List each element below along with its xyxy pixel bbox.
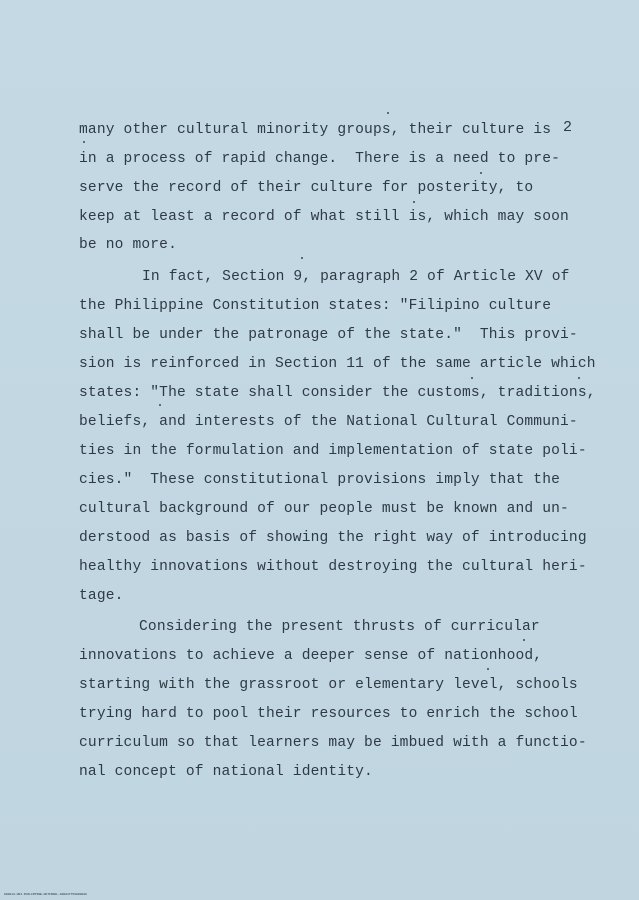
text-line: keep at least a record of what still is, which may soon	[79, 209, 569, 225]
text-line: sion is reinforced in Section 11 of the same article which	[79, 356, 596, 372]
text-line: derstood as basis of showing the right way of introducing	[79, 530, 587, 546]
text-line: beliefs, and interests of the National Cultural Communi-	[79, 414, 578, 430]
text-line: many other cultural minority groups, their culture is	[79, 122, 552, 138]
text-line: ties in the formulation and implementation of state poli-	[79, 443, 587, 459]
text-line: curriculum so that learners may be imbued with a functio-	[79, 735, 587, 751]
ink-speck	[471, 377, 473, 379]
ink-speck	[387, 112, 389, 114]
text-line: cies." These constitutional provisions imply that the	[79, 472, 561, 488]
text-line: be no more.	[79, 237, 177, 253]
text-line: in a process of rapid change. There is a need to pre-	[79, 151, 561, 167]
text-line: cultural background of our people must be known and un-	[79, 501, 569, 517]
ink-speck	[413, 201, 415, 203]
ink-speck	[578, 377, 580, 379]
ink-speck	[523, 639, 525, 641]
footer-code: 000013-UNI-PHILIPPINE-NATIONAL-000047750000000	[4, 893, 87, 896]
text-line: nal concept of national identity.	[79, 764, 373, 780]
ink-speck	[83, 141, 85, 143]
text-line: innovations to achieve a deeper sense of nationhood,	[79, 648, 543, 664]
ink-speck	[487, 668, 489, 670]
ink-speck	[159, 404, 161, 406]
text-line: trying hard to pool their resources to enrich the school	[79, 706, 578, 722]
text-line: Considering the present thrusts of curricular	[139, 619, 540, 635]
ink-speck	[301, 257, 303, 259]
text-line: serve the record of their culture for posterity, to	[79, 180, 534, 196]
text-line: the Philippine Constitution states: "Filipino culture	[79, 298, 552, 314]
ink-speck	[480, 172, 482, 174]
text-line: tage.	[79, 588, 124, 604]
text-line: starting with the grassroot or elementary level, schools	[79, 677, 578, 693]
text-line: healthy innovations without destroying the cultural heri-	[79, 559, 587, 575]
text-line: In fact, Section 9, paragraph 2 of Article XV of	[142, 269, 570, 285]
page-number: 2	[563, 119, 573, 136]
text-line: shall be under the patronage of the state." This provi-	[79, 327, 578, 343]
text-line: states: "The state shall consider the customs, traditions,	[79, 385, 596, 401]
